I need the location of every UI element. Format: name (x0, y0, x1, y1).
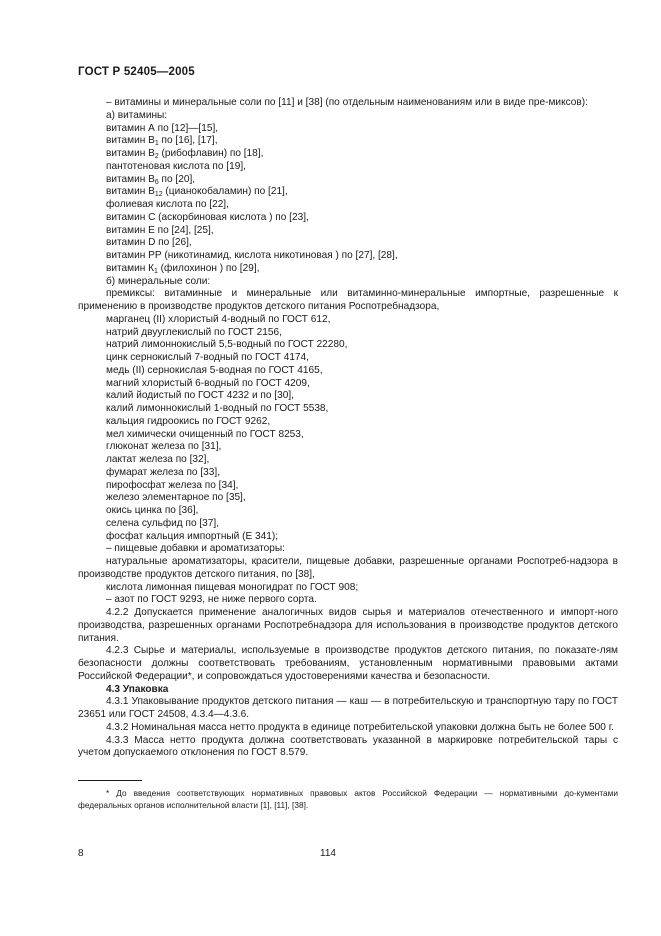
line-text: (филохинон ) по [29], (157, 262, 260, 274)
page-number: 8 (78, 848, 84, 859)
text-line: фолиевая кислота по [22], (106, 199, 229, 210)
text-line: 4.3.3 Масса нетто продукта должна соответствовать указанной в маркировке потребительской тары с учетом допускаемого отклонения по ГОСТ 8.579. (78, 734, 618, 759)
text-line: фосфат кальция импортный (Е 341); (106, 530, 279, 542)
text-line: мел химически очищенный по ГОСТ 8253, (106, 428, 304, 440)
line-text: по [20], (158, 173, 196, 185)
text-line: а) витамины: (106, 109, 168, 121)
text-line: витамин D по [26], (106, 237, 192, 249)
text-line: кальция гидроокись по ГОСТ 9262, (106, 415, 271, 427)
line-text: витамин В (106, 186, 155, 198)
text-line: 4.2.2 Допускается применение аналогичных видов сырья и материалов отечественного и импорт-ного производства, разрешенных органами Роспотребнадзора для использования в производстве продуктов детского питания. (78, 607, 618, 644)
text-line (78, 135, 618, 148)
text-line: натуральные ароматизаторы, красители, пищевые добавки, разрешенные органами Роспотреб-надзора в производстве продуктов детского питания, по [38], (78, 556, 618, 580)
text-line: пантотеновая кислота по [19], (106, 160, 246, 172)
subscript: 2 (154, 153, 159, 160)
text-line: витамин А по [12]—[15], (106, 122, 219, 134)
text-line: 4.3 Упаковка (106, 683, 169, 695)
sheet-number: 114 (320, 848, 336, 859)
text-line: витамин РР (никотинамид, кислота никотиновая ) по [27], [28], (106, 250, 398, 261)
subscript: 1 (153, 267, 158, 275)
text-line: медь (II) сернокислая 5-водная по ГОСТ 4165, (106, 364, 323, 376)
text-line: кислота лимонная пищевая моногидрат по ГОСТ 908; (106, 581, 359, 593)
text-line (78, 148, 618, 161)
text-line: 4.3.2 Номинальная масса нетто продукта в единице потребительской упаковки должна быть не более 500 г. (106, 721, 614, 733)
text-line: б) минеральные соли: (106, 275, 211, 287)
line-text: (цианокобаламин) по [21], (162, 186, 288, 198)
text-line: натрий двууглекислый по ГОСТ 2156, (106, 326, 282, 338)
text-line (78, 174, 618, 187)
text-line: премиксы: витаминные и минеральные или витаминно-минеральные импортные, разрешенные к применению в производстве продуктов детского питания Роспотребнадзора, (78, 288, 618, 312)
text-line (78, 186, 618, 199)
text-line: железо элементарное по [35], (106, 492, 246, 504)
text-line: цинк сернокислый 7-водный по ГОСТ 4174, (106, 352, 309, 363)
line-text: (рибофлавин) по [18], (158, 148, 264, 159)
line-text: витамин В (106, 173, 155, 185)
text-line: – пищевые добавки и ароматизаторы: (106, 543, 285, 555)
text-line: пирофосфат железа по [34], (106, 479, 239, 491)
text-line: – азот по ГОСТ 9293, не ниже первого сорта. (106, 594, 317, 606)
text-line: фумарат железа по [33], (106, 466, 220, 478)
text-line: витамин Е по [24], [25], (106, 224, 214, 236)
standard-header: ГОСТ Р 52405—2005 (78, 66, 195, 78)
text-line: 4.3.1 Упаковывание продуктов детского питания — каш — в потребительскую и транспортную тару по ГОСТ 23651 или ГОСТ 24508, 4.3.4—4.3.6. (78, 696, 618, 720)
text-line: лактат железа по [32], (106, 454, 210, 465)
subscript: 12 (154, 191, 163, 199)
text-line: магний хлористый 6-водный по ГОСТ 4209, (106, 377, 310, 389)
line-text: витамин К (106, 262, 154, 274)
line-text: витамин В (106, 135, 155, 147)
subscript: 1 (154, 140, 159, 148)
text-line: витамин С (аскорбиновая кислота ) по [23], (106, 211, 309, 223)
text-line: 4.2.3 Сырье и материалы, используемые в производстве продуктов детского питания, по показате-лям безопасности должны соответствовать требованиям, установленным нормативными правовыми актами Российской Федерации*, и сопровождаться удостоверениями качества и безопасности. (78, 645, 618, 682)
footnote: * До введения соответствующих нормативных правовых актов Российской Федерации — нормативными до-кументами федеральных органов исполнительной власти [1], [11], [38]. (78, 788, 618, 810)
line-text: по [16], [17], (158, 135, 218, 147)
text-line: калий йодистый по ГОСТ 4232 и по [30], (106, 390, 294, 402)
document-body (78, 97, 618, 760)
footnote-divider (78, 780, 142, 781)
text-line: натрий лимоннокислый 5,5-водный по ГОСТ 22280, (106, 339, 348, 351)
text-line: марганец (II) хлористый 4-водный по ГОСТ 612, (106, 313, 331, 325)
text-line: – витамины и минеральные соли по [11] и [38] (по отдельным наименованиям или в виде пре-миксов): (106, 97, 588, 108)
text-line: селена сульфид по [37], (106, 517, 220, 529)
text-line (78, 263, 618, 276)
text-line: калий лимоннокислый 1-водный по ГОСТ 5538, (106, 403, 329, 414)
text-line: глюконат железа по [31], (106, 441, 222, 453)
subscript: 6 (154, 178, 159, 186)
line-text: витамин В (106, 148, 155, 159)
text-line: окись цинка по [36], (106, 505, 199, 516)
